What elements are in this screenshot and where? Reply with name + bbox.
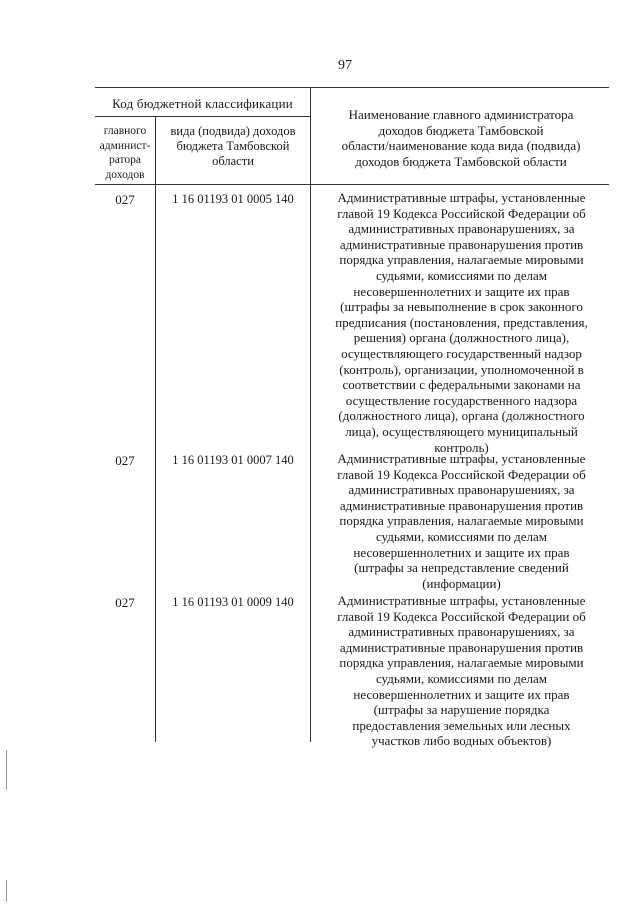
description-line: административных правонарушениях, за	[348, 221, 575, 237]
description-line: административные правонарушения против	[339, 639, 584, 655]
description-line: порядка управления, налагаемые мировыми	[339, 513, 584, 529]
header-code-line: бюджета Тамбовской	[176, 139, 290, 153]
description-line: контроль)	[434, 439, 489, 455]
description-line: несовершеннолетних и защите их прав	[353, 686, 570, 702]
header-bottom-border	[95, 184, 609, 185]
row-3-description	[314, 593, 609, 749]
description-line: (контроль), организации, уполномоченной в	[339, 361, 584, 377]
scan-margin-mark	[6, 750, 7, 790]
row-1-admin-code: 027	[115, 192, 135, 207]
table-top-border	[95, 87, 609, 88]
header-name-line: доходов бюджета Тамбовской области	[355, 153, 567, 169]
description-line: несовершеннолетних и защите их прав	[353, 283, 570, 299]
header-admin-line: админист-	[99, 139, 151, 152]
header-name-line: области/наименование кода вида (подвида)	[341, 138, 581, 153]
description-line: судьями, комиссиями по делам	[375, 528, 548, 544]
description-line: соответствии с федеральными законами на	[342, 377, 581, 393]
description-line: (штрафы за нарушение порядка	[373, 702, 550, 718]
description-line: предписания (постановления, представления,	[335, 314, 588, 330]
header-group-divider	[95, 116, 310, 117]
description-line: административные правонарушения против	[339, 236, 584, 252]
description-line: (штрафы за невыполнение в срок законного	[340, 299, 583, 315]
description-line: главой 19 Кодекса Российской Федерации об	[337, 608, 586, 624]
description-line: главой 19 Кодекса Российской Федерации об	[337, 205, 586, 221]
description-line: (штрафы за непредставление сведений	[354, 560, 569, 576]
header-admin-line: главного	[103, 125, 147, 137]
description-line: порядка управления, налагаемые мировыми	[339, 655, 584, 671]
header-code-line: области	[212, 154, 254, 168]
description-line: осуществление государственного надзора	[345, 392, 578, 408]
description-line: предоставления земельных или лесных	[352, 717, 571, 733]
description-line: несовершеннолетних и защите их прав	[353, 544, 570, 560]
description-line: судьями, комиссиями по делам	[375, 670, 548, 686]
description-line: участков либо водных объектов)	[371, 733, 552, 749]
column-divider-1	[155, 116, 156, 742]
description-line: (информации)	[422, 575, 501, 591]
header-group-title: Код бюджетной классификации	[112, 96, 293, 111]
row-2-admin-code: 027	[115, 453, 135, 468]
description-line: административных правонарушениях, за	[348, 624, 575, 640]
header-name-column	[316, 107, 606, 169]
row-2-description	[314, 451, 609, 591]
row-1-description	[314, 190, 609, 455]
description-line: (должностного лица), органа (должностного	[338, 408, 585, 424]
description-line: Административные штрафы, установленные	[337, 190, 586, 205]
description-line: судьями, комиссиями по делам	[375, 267, 548, 283]
column-divider-2	[310, 87, 311, 742]
header-admin-line: доходов	[105, 168, 145, 181]
description-line: административных правонарушениях, за	[348, 482, 575, 498]
description-line: лица), осуществляющего муниципальный	[345, 423, 578, 439]
description-line: Административные штрафы, установленные	[337, 593, 586, 608]
row-2-budget-code: 1 16 01193 01 0007 140	[172, 453, 294, 467]
row-3-budget-code: 1 16 01193 01 0009 140	[172, 595, 294, 609]
row-3-admin-code: 027	[115, 595, 135, 610]
description-line: решения) органа (должностного лица),	[353, 330, 570, 346]
description-line: порядка управления, налагаемые мировыми	[339, 252, 584, 268]
header-name-line: доходов бюджета Тамбовской	[378, 122, 544, 138]
header-admin-column	[96, 124, 154, 182]
header-code-line: вида (подвида) доходов	[170, 124, 296, 138]
row-1-budget-code: 1 16 01193 01 0005 140	[172, 192, 294, 206]
description-line: осуществляющего государственный надзор	[341, 345, 582, 361]
page-number: 97	[338, 58, 352, 73]
description-line: главой 19 Кодекса Российской Федерации об	[337, 466, 586, 482]
header-admin-line: ратора	[108, 154, 142, 166]
description-line: Административные штрафы, установленные	[337, 451, 586, 466]
header-code-column	[158, 124, 308, 169]
description-line: административные правонарушения против	[339, 497, 584, 513]
scan-margin-mark	[6, 880, 7, 902]
header-name-line: Наименование главного администратора	[348, 107, 574, 122]
